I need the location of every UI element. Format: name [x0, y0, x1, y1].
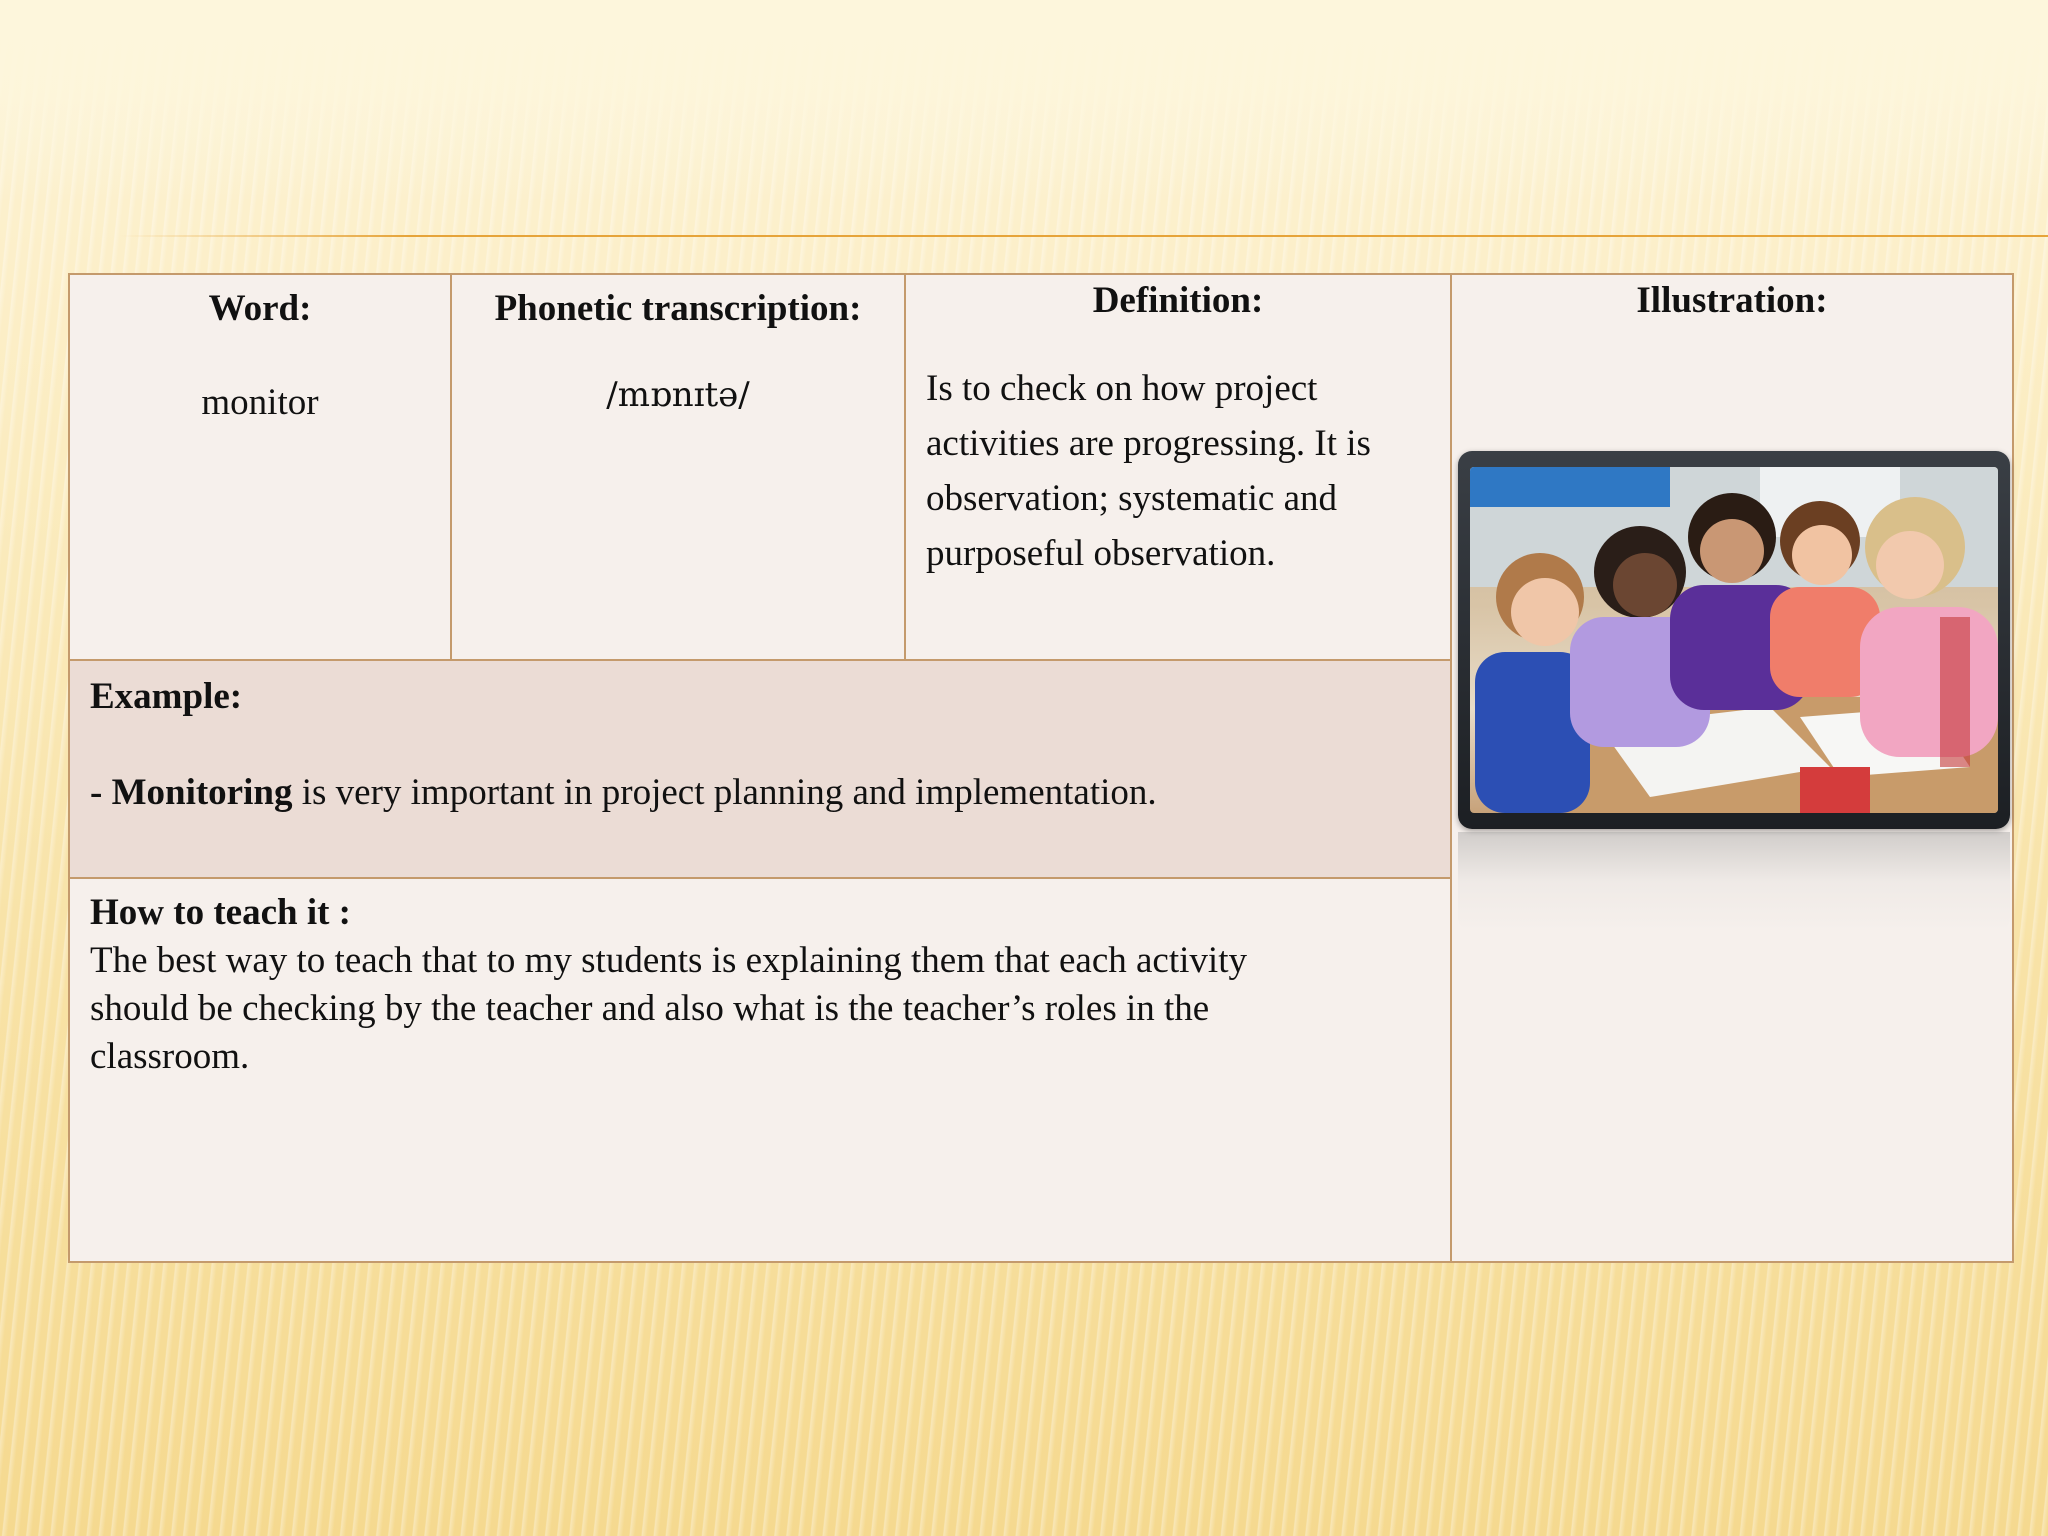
word-value: monitor — [201, 382, 319, 423]
example-cell — [70, 661, 1450, 877]
example-sentence — [90, 771, 1157, 814]
how-to-teach-cell — [70, 879, 1450, 1261]
example-prefix: - — [90, 772, 112, 813]
definition-line: Is to check on how project — [926, 368, 1318, 409]
definition-cell — [906, 275, 1450, 659]
phonetic-header: Phonetic transcription: — [494, 288, 862, 329]
example-rest: is very important in project planning and implementation. — [292, 772, 1157, 813]
illustration-header: Illustration: — [1636, 280, 1828, 321]
illustration-photo-frame — [1458, 451, 2010, 829]
how-to-teach-text — [90, 937, 1247, 1081]
illustration-photo-reflection — [1458, 832, 2010, 932]
definition-line: purposeful observation. — [926, 533, 1276, 574]
word-cell — [70, 275, 450, 659]
phonetic-value: /mɒnɪtə/ — [606, 375, 750, 415]
definition-line: activities are progressing. It is — [926, 423, 1371, 464]
illustration-photo — [1470, 467, 1998, 813]
how-to-teach-line: should be checking by the teacher and also what is the teacher’s roles in the — [90, 988, 1210, 1029]
how-to-teach-line: The best way to teach that to my students is explaining them that each activity — [90, 940, 1247, 981]
definition-header: Definition: — [1092, 280, 1264, 321]
accent-rule — [120, 235, 2048, 237]
example-keyword: Monitoring — [111, 772, 293, 813]
background-top-fade — [0, 0, 2048, 200]
definition-line: observation; systematic and — [926, 478, 1338, 519]
classroom-photo-illustration — [1470, 467, 1998, 813]
example-header: Example: — [90, 676, 243, 717]
definition-text — [926, 361, 1371, 581]
how-to-teach-line: classroom. — [90, 1036, 250, 1077]
how-to-teach-header: How to teach it : — [90, 892, 351, 933]
phonetic-cell — [452, 275, 904, 659]
word-header: Word: — [208, 288, 312, 329]
